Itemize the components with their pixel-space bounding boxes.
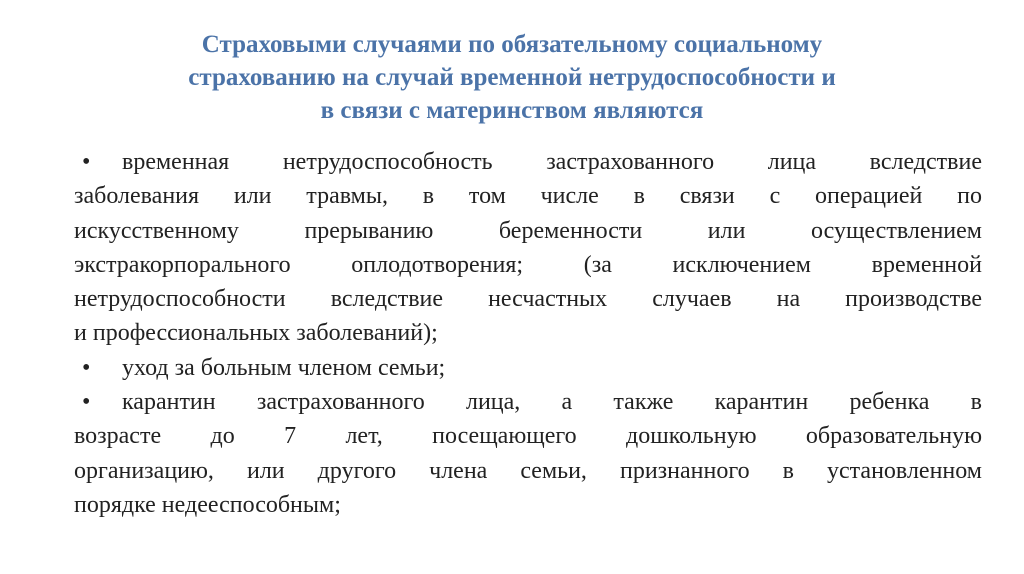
title-line: в связи с материнством являются <box>320 97 704 124</box>
title-line: страхованию на случай временной нетрудоспособности и <box>188 64 836 91</box>
item-text-line: возрасте до 7 лет, посещающего дошкольную образовательную <box>74 423 982 450</box>
item-text-line: организацию, или другого члена семьи, признанного в установленном <box>74 457 982 484</box>
list-item <box>74 385 982 522</box>
bullet-icon: • <box>82 149 91 175</box>
bullet-list <box>74 145 982 522</box>
item-text-line: уход за больным членом семьи; <box>122 354 446 381</box>
list-item <box>74 351 982 385</box>
bullet-icon: • <box>82 389 91 416</box>
bullet-icon: • <box>82 354 91 381</box>
item-text-line: экстракорпорального оплодотворения; (за исключением временной <box>74 251 982 278</box>
item-text-line: нетрудоспособности вследствие несчастных случаев на производстве <box>74 286 982 313</box>
title-line: Страховыми случаями по обязательному социальному <box>201 31 823 58</box>
item-text-line: заболевания или травмы, в том числе в связи с операцией по <box>74 183 982 210</box>
slide-title <box>110 28 914 127</box>
item-text-line: порядке недееспособным; <box>74 491 341 518</box>
item-text-line: временная нетрудоспособность застрахованного лица вследствие <box>122 149 982 175</box>
item-text-line: и профессиональных заболеваний); <box>74 320 438 347</box>
list-item <box>74 145 982 351</box>
item-text-line: искусственному прерыванию беременности или осуществлением <box>74 217 982 244</box>
item-text-line: карантин застрахованного лица, а также карантин ребенка в <box>122 389 982 416</box>
